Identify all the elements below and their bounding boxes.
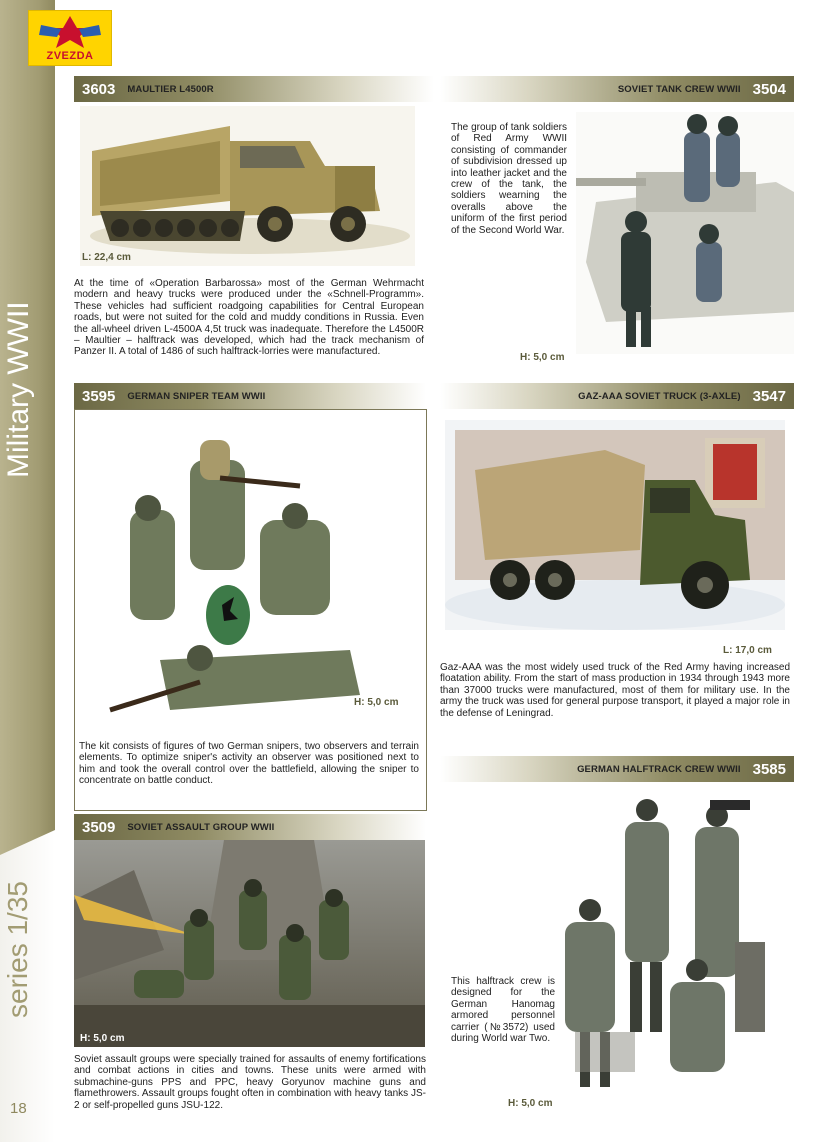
star-emblem-icon bbox=[37, 15, 103, 49]
product-description: The kit consists of figures of two German snipers, two observers and terrain elements. To optimize sniper's activity an observer was positioned next to him and took the overall control over the battlefield, allowing the sniper to concentrate on battle conduct. bbox=[79, 741, 419, 787]
product-number: 3509 bbox=[82, 818, 116, 836]
product-number: 3603 bbox=[82, 80, 116, 98]
product-number: 3585 bbox=[752, 760, 786, 778]
product-header-3585 bbox=[440, 756, 794, 782]
tank-crew-illustration bbox=[576, 112, 794, 354]
zvezda-logo bbox=[28, 10, 112, 66]
product-title: MAULTIER L4500R bbox=[127, 83, 214, 95]
halftrack-crew-illustration bbox=[545, 792, 790, 1107]
maultier-truck-illustration bbox=[80, 106, 415, 266]
product-title: SOVIET ASSAULT GROUP WWII bbox=[127, 821, 275, 833]
category-label: Military WWII bbox=[2, 301, 35, 479]
product-title: SOVIET TANK CREW WWII bbox=[617, 83, 741, 95]
product-number: 3547 bbox=[752, 387, 786, 405]
product-header-3603 bbox=[74, 76, 434, 102]
product-dimension: H: 5,0 cm bbox=[508, 1098, 553, 1109]
product-description: At the time of «Operation Barbarossa» most of the German Wehrmacht modern and heavy trucks were produced under the «Schnell-Programm». These vehicles had sufficient roadgoing capabilities for Central European roads, but were not suited for the cold and muddy conditions in Russia. Even the all-wheel driven L-4500A 4,5t truck was inadequate. Therefore the L4500R – Maultier – halftrack was developed, which had the track mechanism of Panzer II. A total of 1486 of such halftrack-lorries were manufactured. bbox=[74, 278, 424, 358]
product-dimension: H: 5,0 cm bbox=[354, 697, 399, 708]
product-header-3547 bbox=[440, 383, 794, 409]
product-dimension: L: 17,0 cm bbox=[723, 645, 772, 656]
product-title: GAZ-AAA SOVIET TRUCK (3-AXLE) bbox=[578, 390, 741, 402]
product-title: GERMAN HALFTRACK CREW WWII bbox=[577, 763, 741, 775]
sidebar bbox=[0, 0, 55, 1142]
product-number: 3595 bbox=[82, 387, 116, 405]
product-dimension: L: 22,4 cm bbox=[82, 252, 131, 263]
product-description: Gaz-AAA was the most widely used truck of the Red Army having increased floatation ability. From the start of mass production in 1934 through 1943 more than 37000 trucks were manufactured, most of them for military use. In the army the truck was used for general purpose transport, it played a major role in the defense of Leningrad. bbox=[440, 662, 790, 719]
product-header-3509 bbox=[74, 814, 426, 840]
product-header-3504 bbox=[440, 76, 794, 102]
product-dimension: H: 5,0 cm bbox=[520, 352, 565, 363]
brand-name: ZVEZDA bbox=[46, 50, 94, 62]
product-description: Soviet assault groups were specially trained for assaults of enemy fortifications and combat actions in cities and towns. These units were armed with submachine-guns PPS and PPC, heavy Goryunov machine guns and flamethrowers. Assault groups fought often in combination with heavy tanks JS-2 or self-propelled guns JSU-122. bbox=[74, 1054, 426, 1111]
product-description: This halftrack crew is designed for the German Hanomag armored personnel carrier (№3572) used during World war Two. bbox=[451, 976, 555, 1045]
assault-group-illustration bbox=[74, 840, 425, 1047]
product-dimension: H: 5,0 cm bbox=[80, 1033, 125, 1044]
gaz-aaa-truck-illustration bbox=[445, 420, 785, 630]
sniper-team-illustration bbox=[90, 420, 410, 735]
product-description: The group of tank soldiers of Red Army WWII consisting of commander of subdivision dressed up into leather jacket and the crew of the tank, the soldiers wearning the overalls above the uniform of the first period of the Second World War. bbox=[451, 122, 567, 236]
product-header-3595 bbox=[74, 383, 426, 409]
product-number: 3504 bbox=[752, 80, 786, 98]
series-label: series 1/35 bbox=[2, 881, 33, 1019]
product-title: GERMAN SNIPER TEAM WWII bbox=[127, 390, 266, 402]
page-number: 18 bbox=[10, 1100, 27, 1117]
